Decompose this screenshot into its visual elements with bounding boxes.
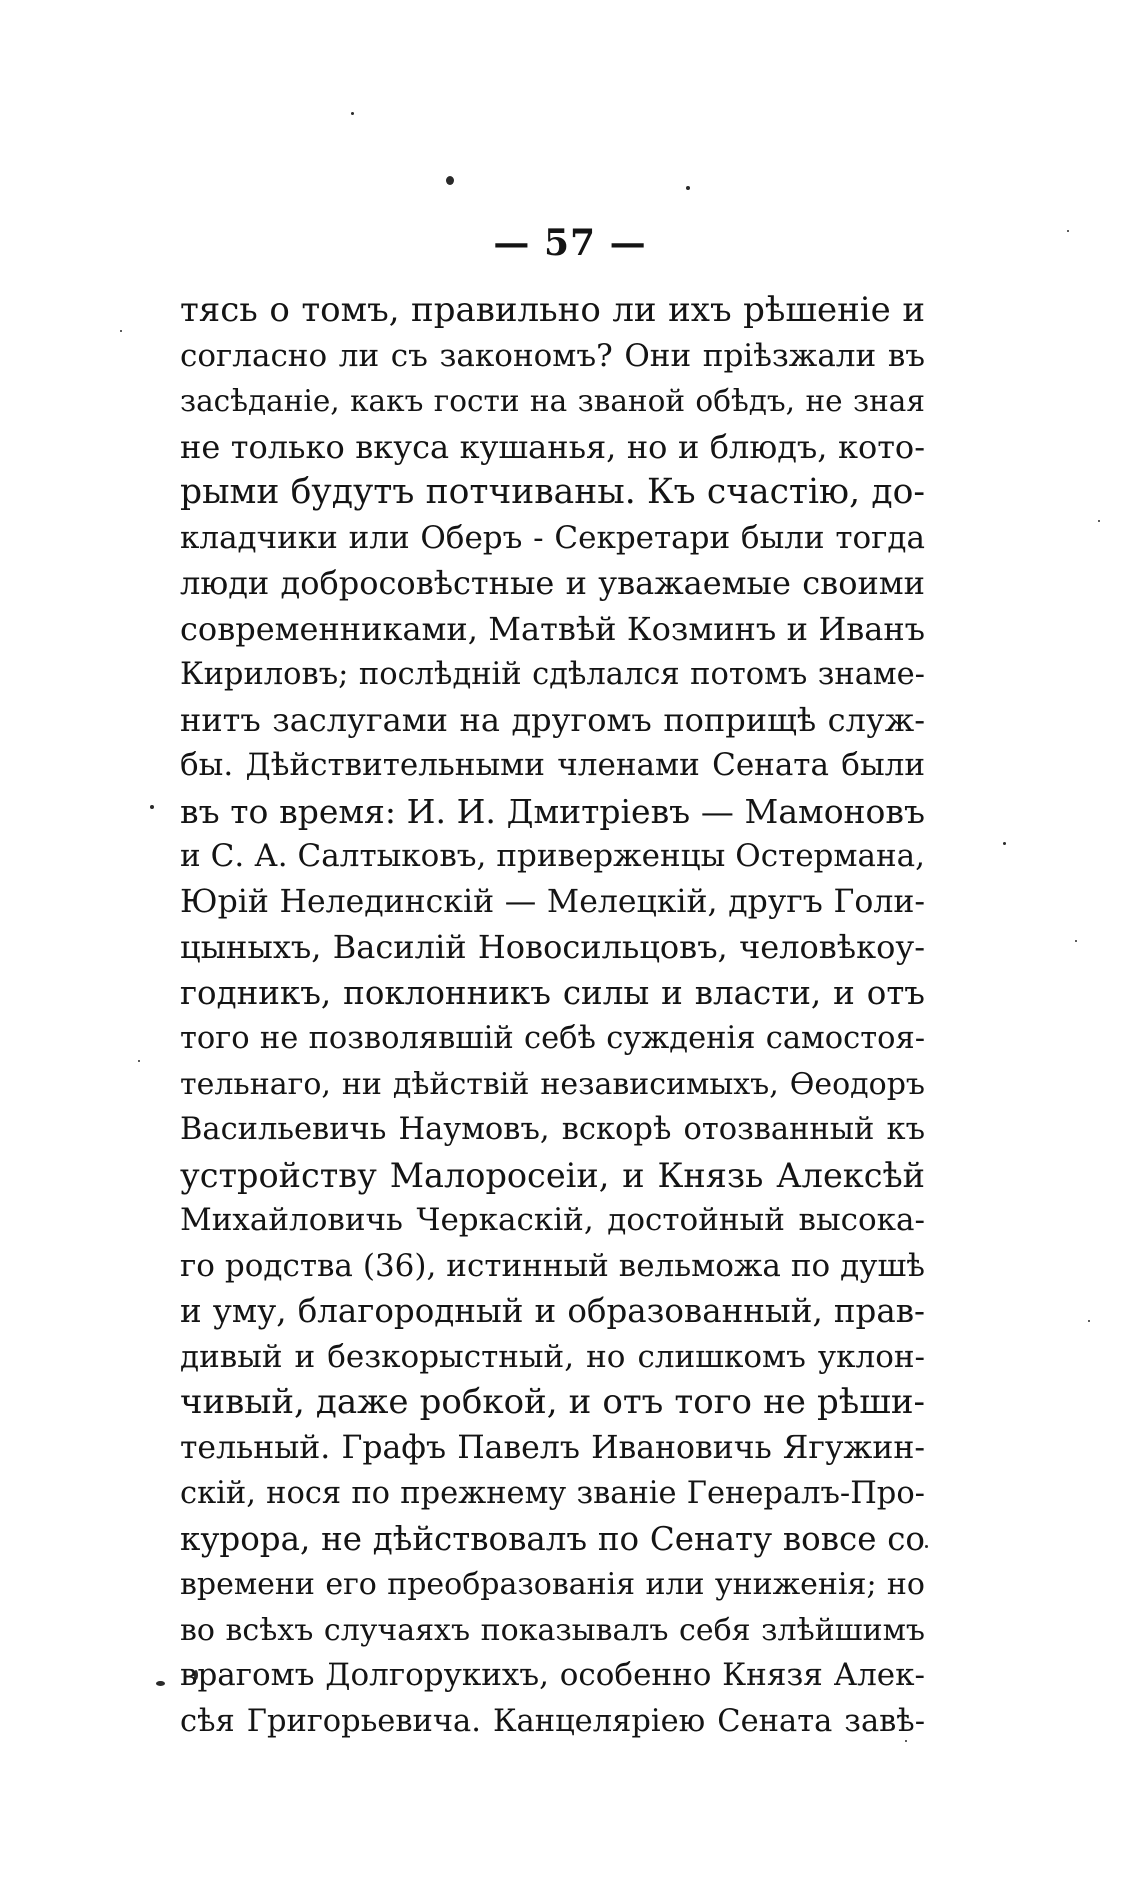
scan-speck — [156, 1681, 165, 1686]
text-line: чивый, даже робкой, и отъ того не рѣши- — [180, 1382, 925, 1422]
text-line: бы. Дѣйствительными членами Сената были — [180, 747, 925, 783]
scan-speck — [1075, 940, 1077, 942]
text-line: кладчики или Оберъ - Секретари были тогда — [180, 519, 925, 556]
scan-speck — [925, 1545, 928, 1548]
text-line: и С. А. Салтыковъ, приверженцы Остермана, — [180, 838, 925, 874]
body-text — [180, 288, 925, 1744]
scan-speck — [1098, 520, 1100, 522]
text-line: того не позволявшій себѣ сужденія самостоя- — [180, 1021, 925, 1056]
scan-speck — [686, 186, 690, 190]
text-line: согласно ли съ закономъ? Они пріѣзжали въ — [180, 337, 925, 374]
scan-speck — [1003, 842, 1006, 845]
text-line: го родства (36), истинный вельможа по душѣ — [180, 1247, 925, 1284]
text-line: устройству Малоросеіи, и Князь Алексѣй — [180, 1155, 925, 1195]
text-line: люди добросовѣстные и уважаемые своими — [180, 564, 925, 602]
text-line: и уму, благородный и образованный, прав- — [180, 1292, 925, 1330]
text-line: цыныхъ, Василій Новосильцовъ, человѣкоу- — [180, 928, 925, 966]
text-line: скій, нося по прежнему званіе Генералъ-Про- — [180, 1476, 925, 1511]
text-line: въ то время: И. И. Дмитріевъ — Мамоновъ — [180, 791, 925, 831]
text-line: дивый и безкорыстный, но слишкомъ уклон- — [180, 1338, 925, 1375]
text-line: нитъ заслугами на другомъ поприщѣ служ- — [180, 700, 925, 739]
text-line: годникъ, поклонникъ силы и власти, и отъ — [180, 973, 925, 1012]
scan-speck — [138, 1060, 140, 1062]
scan-speck — [1088, 1320, 1090, 1322]
text-line: тясь о томъ, правильно ли ихъ рѣшеніе и — [180, 290, 925, 330]
text-line: тельнаго, ни дѣйствій независимыхъ, Ѳеодоръ — [180, 1066, 925, 1102]
text-line: времени его преобразованія или униженія; но — [180, 1567, 925, 1602]
scan-speck — [351, 112, 354, 115]
text-line: Кириловъ; послѣдній сдѣлался потомъ знаме- — [180, 657, 925, 692]
text-line: Юрій Нелединскій — Мелецкій, другъ Голи- — [180, 883, 925, 920]
text-line: во всѣхъ случаяхъ показывалъ себя злѣйшимъ — [180, 1612, 925, 1648]
text-line: не только вкуса кушанья, но и блюдъ, кото- — [180, 427, 925, 466]
scan-speck — [150, 805, 154, 809]
text-line: Михайловичь Черкаскій, достойный высока- — [180, 1202, 925, 1238]
scan-speck — [120, 330, 122, 332]
text-line: современниками, Матвѣй Козминъ и Иванъ — [180, 609, 925, 648]
scan-speck — [446, 176, 454, 185]
text-line: врагомъ Долгорукихъ, особенно Князя Алек- — [180, 1657, 925, 1693]
text-line: тельный. Графъ Павелъ Ивановичь Ягужин- — [180, 1429, 925, 1466]
text-line: Васильевичь Наумовъ, вскорѣ отозванный къ — [180, 1112, 925, 1147]
text-line: засѣданіе, какъ гости на званой обѣдъ, не зная — [180, 384, 925, 418]
text-line: сѣя Григорьевича. Канцеляріею Сената завѣ- — [180, 1703, 925, 1739]
text-line: курора, не дѣйствовалъ по Сенату вовсе со — [180, 1519, 925, 1558]
page-number: — 57 — — [493, 222, 647, 264]
text-line: рыми будутъ потчиваны. Къ счастію, до- — [180, 472, 925, 512]
